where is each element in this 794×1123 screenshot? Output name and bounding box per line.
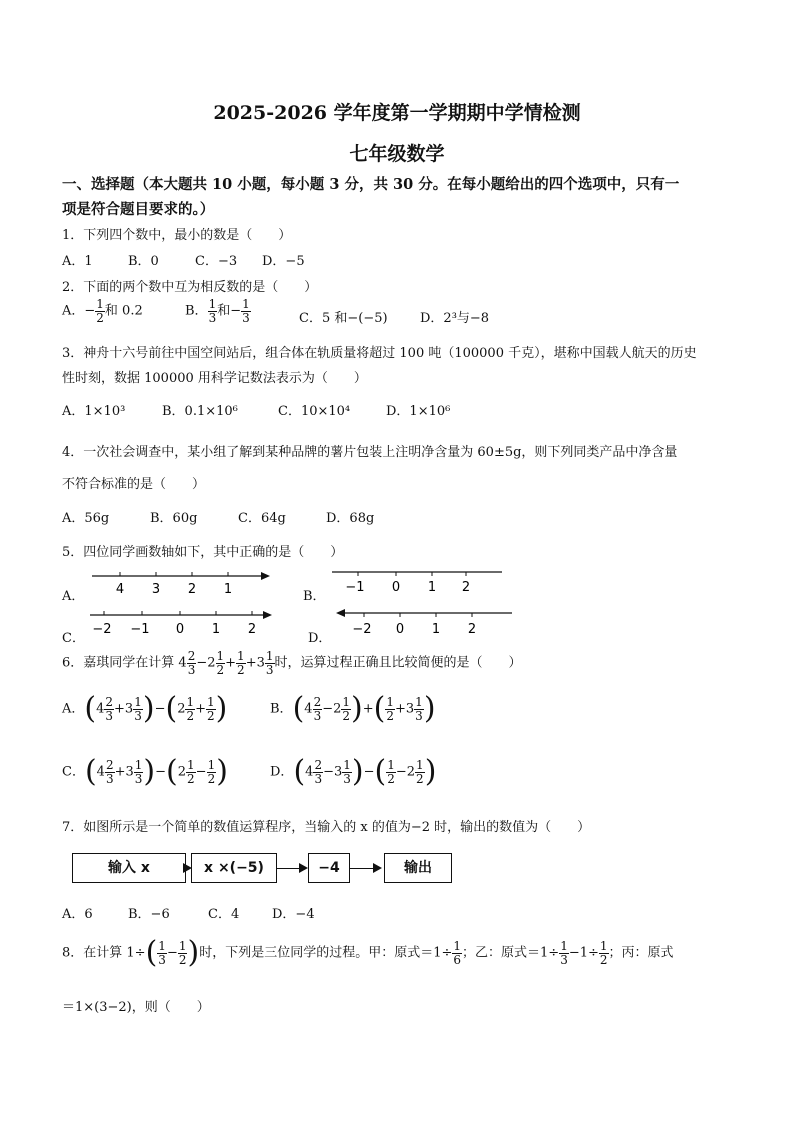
axis-d-tick: 0 [395, 622, 405, 637]
axis-c-tick: −2 [92, 622, 112, 637]
q3-option-a: A．1×10³ [62, 404, 126, 419]
q4-option-c: C．64g [238, 511, 286, 526]
q5-label-b: B． [303, 589, 326, 604]
number-line-d [336, 609, 512, 637]
axis-d-tick: 1 [431, 622, 441, 637]
q6-option-d: D．(4 $\frac{2}{3}$ −3 $\frac{1}{3}$ )−( $\frac{1}{2}$ −2 $\frac{1}{2}$ ) [270, 754, 437, 789]
q3-stem-line2: 性时刻，数据 100000 用科学记数法表示为（ ） [62, 371, 367, 386]
q8-stem-line2: ＝1×(3−2)，则（ ） [62, 1000, 210, 1015]
q5-stem: 5．四位同学画数轴如下，其中正确的是（ ） [62, 545, 344, 560]
q3-stem-line1: 3．神舟十六号前往中国空间站后，组合体在轨质量将超过 100 吨（100000 千克），堪称中国载人航天的历史 [62, 346, 697, 361]
axis-b-tick: 1 [427, 580, 437, 595]
q5-label-c: C． [62, 631, 85, 646]
q3-option-d: D．1×10⁶ [386, 404, 451, 419]
axis-a-tick: 4 [115, 582, 125, 597]
q6-option-a: A．(4 $\frac{2}{3}$ +3 $\frac{1}{3}$ )−(2 $\frac{1}{2}$ + $\frac{1}{2}$ ) [62, 691, 228, 726]
q2-option-d: D．2³与−8 [420, 311, 490, 326]
q6-stem: 6．嘉琪同学在计算 4 $\frac{2}{3}$ −2 $\frac{1}{2}$ + $\frac{1}{2}$ +3 $\frac{1}{3}$ 时，运算过程正确且比较简便的是（ ） [62, 649, 522, 677]
axis-a-tick: 1 [223, 582, 233, 597]
flow-input-box: 输入 x [72, 853, 186, 883]
exam-title: 2025-2026 学年度第一学期期中学情检测 [213, 102, 581, 124]
flow-subtract-box: −4 [308, 853, 350, 883]
axis-a-tick: 3 [151, 582, 161, 597]
number-line-c [90, 611, 272, 637]
q1-option-b: B．0 [128, 254, 159, 269]
q5-label-d: D． [308, 631, 332, 646]
flow-arrow [186, 868, 190, 869]
flow-arrow [277, 868, 306, 869]
axis-c-tick: 2 [247, 622, 257, 637]
section-heading-line2: 项是符合题目要求的。） [62, 201, 215, 218]
q6-option-b: B．(4 $\frac{2}{3}$ −2 $\frac{1}{2}$ )+( $\frac{1}{2}$ +3 $\frac{1}{3}$ ) [270, 691, 436, 726]
axis-c-tick: 1 [211, 622, 221, 637]
q1-option-d: D．−5 [262, 254, 305, 269]
q6-option-c: C．(4 $\frac{2}{3}$ +3 $\frac{1}{3}$ )−(2 $\frac{1}{2}$ − $\frac{1}{2}$ ) [62, 754, 228, 789]
axis-b-tick: 2 [461, 580, 471, 595]
q7-option-b: B．−6 [128, 907, 170, 922]
q4-stem-line1: 4．一次社会调查中，某小组了解到某种品牌的薯片包装上注明净含量为 60±5g，则下列同类产品中净含量 [62, 445, 678, 460]
q7-option-c: C．4 [208, 907, 240, 922]
exam-subtitle: 七年级数学 [349, 143, 445, 165]
axis-c-tick: −1 [130, 622, 150, 637]
q1-option-a: A．1 [62, 254, 93, 269]
q7-option-a: A．6 [62, 907, 93, 922]
q3-option-c: C．10×10⁴ [278, 404, 351, 419]
q4-stem-line2: 不符合标准的是（ ） [62, 477, 206, 492]
axis-b-tick: −1 [345, 580, 365, 595]
q4-option-a: A．56g [62, 511, 110, 526]
q4-option-b: B．60g [150, 511, 198, 526]
axis-b-tick: 0 [391, 580, 401, 595]
flow-output-box: 输出 [384, 853, 452, 883]
q2-option-c: C．5 和−(−5) [299, 311, 388, 326]
flow-arrow [350, 868, 380, 869]
axis-d-tick: −2 [352, 622, 372, 637]
section-heading-line1: 一、选择题（本大题共 10 小题，每小题 3 分，共 30 分。在每小题给出的四个选项中，只有一 [62, 176, 680, 193]
q5-number-lines [0, 560, 794, 645]
q1-option-c: C．−3 [195, 254, 238, 269]
q2-option-a: A．− $\frac{1}{2}$ 和 0.2 [62, 297, 143, 325]
q1-stem: 1．下列四个数中，最小的数是（ ） [62, 228, 292, 243]
q5-label-a: A． [62, 589, 85, 604]
q2-stem: 2．下面的两个数中互为相反数的是（ ） [62, 280, 318, 295]
q2-option-b: B． $\frac{1}{3}$ 和− $\frac{1}{3}$ [185, 297, 250, 325]
number-line-b [332, 572, 502, 595]
number-line-a [92, 572, 270, 597]
q7-stem: 7．如图所示是一个简单的数值运算程序，当输入的 x 的值为−2 时，输出的数值为（ ） [62, 820, 591, 835]
axis-a-tick: 2 [187, 582, 197, 597]
q4-option-d: D．68g [326, 511, 375, 526]
q7-option-d: D．−4 [272, 907, 315, 922]
axis-d-tick: 2 [467, 622, 477, 637]
q8-stem-line1: 8．在计算 1÷( $\frac{1}{3}$ − $\frac{1}{2}$ )时，下列是三位同学的过程。甲：原式＝1÷ $\frac{1}{6}$ ；乙：原式＝1÷ $\frac{1}{3}$ −1÷ $\frac{1}{2}$ ；丙：原式 [62, 935, 674, 970]
q3-option-b: B．0.1×10⁶ [162, 404, 238, 419]
axis-c-tick: 0 [175, 622, 185, 637]
flow-multiply-box: x ×(−5) [191, 853, 277, 883]
